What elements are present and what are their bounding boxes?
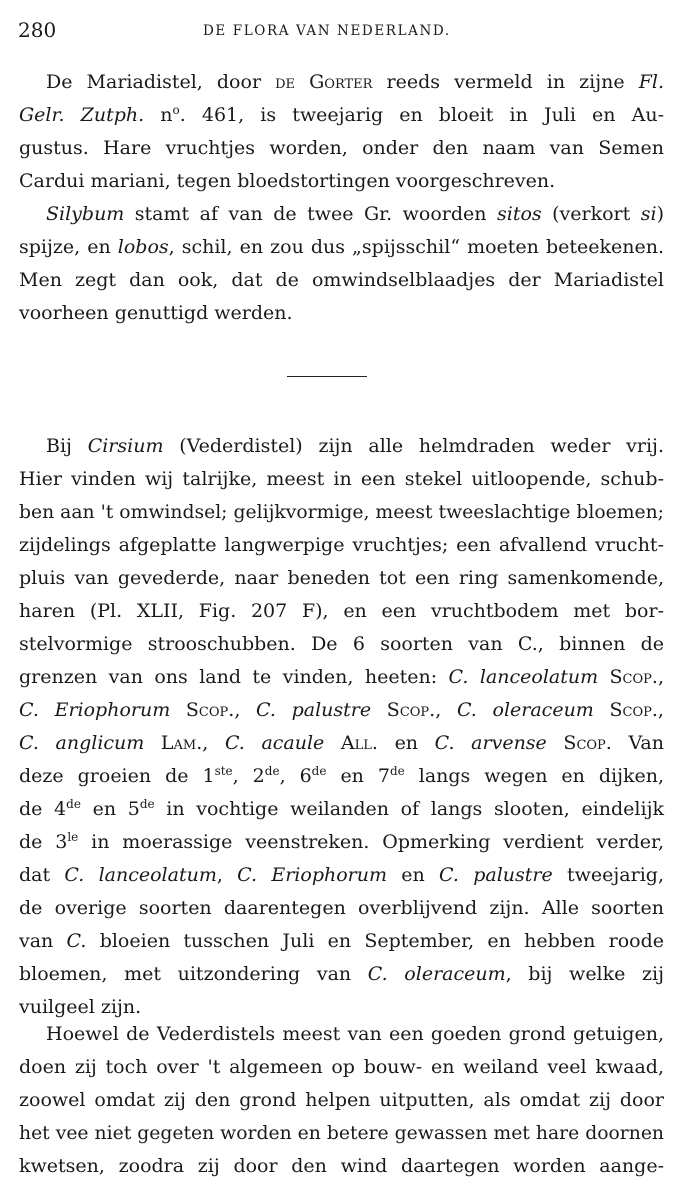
paragraph-silybum: [19, 198, 664, 330]
paragraph-cirsium: [19, 430, 664, 1024]
text-line: zoowel omdat zij den grond helpen uitputten, als omdat zij door: [19, 1089, 664, 1111]
text-line: voorheen genuttigd werden.: [19, 302, 293, 324]
text-line: Bij Cirsium (Vederdistel) zijn alle helmdraden weder vrij.: [46, 435, 664, 457]
paragraph-vederdistels: [19, 1018, 664, 1183]
paragraph-mariadistel: [19, 66, 664, 198]
page-header: [18, 18, 664, 48]
text-line: Men zegt dan ook, dat de omwindselblaadjes der Mariadistel: [19, 269, 664, 291]
text-line: kwetsen, zoodra zij door den wind daartegen worden aange-: [19, 1155, 664, 1177]
text-line: grenzen van ons land te vinden, heeten: C. lanceolatum Scop.,: [19, 666, 664, 688]
text-line: ben aan 't omwindsel; gelijkvormige, meest tweeslachtige bloemen;: [19, 502, 664, 523]
text-line: de 4de en 5de in vochtige weilanden of langs slooten, eindelijk: [19, 797, 664, 820]
text-line: de overige soorten daarentegen overblijvend zijn. Alle soorten: [19, 897, 664, 919]
text-line: C. Eriophorum Scop., C. palustre Scop., C. oleraceum Scop.,: [19, 699, 664, 721]
text-line: doen zij toch over 't algemeen op bouw- en weiland veel kwaad,: [19, 1056, 664, 1078]
text-line: spijze, en lobos, schil, en zou dus „spijsschil“ moeten beteekenen.: [19, 236, 664, 258]
text-line: C. anglicum Lam., C. acaule All. en C. arvense Scop. Van: [19, 732, 664, 754]
text-line: bloemen, met uitzondering van C. oleraceum, bij welke zij: [19, 963, 665, 985]
text-line: gustus. Hare vruchtjes worden, onder den naam van Semen: [19, 137, 664, 159]
text-line: Hier vinden wij talrijke, meest in een stekel uitloopende, schub-: [19, 468, 664, 490]
text-line: dat C. lanceolatum, C. Eriophorum en C. palustre tweejarig,: [19, 864, 664, 886]
text-line: vuilgeel zijn.: [19, 996, 142, 1018]
text-line: de $3^{le}$ in moerassige veenstreken. Opmerking verdient verder,: [19, 830, 664, 853]
text-line: zijdelings afgeplatte langwerpige vruchtjes; een afvallend vrucht-: [19, 534, 664, 556]
text-line: Silybum stamt af van de twee Gr. woorden sitos (verkort si): [46, 203, 664, 225]
text-line: De Mariadistel, door de Gorter reeds vermeld in zijne Fl.: [46, 71, 664, 93]
text-line: Hoewel de Vederdistels meest van een goeden grond getuigen,: [46, 1023, 664, 1045]
text-line: Gelr. Zutph. $n^o$. 461, is tweejarig en bloeit in Juli en Au-: [19, 103, 665, 126]
text-line: haren (Pl. XLII, Fig. 207 F), en een vruchtbodem met bor-: [19, 600, 664, 622]
text-line: deze groeien de 1ste, 2de, 6de en 7de langs wegen en dijken,: [19, 764, 665, 787]
text-line: Cardui mariani, tegen bloedstortingen voorgeschreven.: [19, 170, 556, 192]
text-line: stelvormige strooschubben. De 6 soorten van C., binnen de: [19, 633, 664, 655]
text-line: pluis van gevederde, naar beneden tot een ring samenkomende,: [19, 567, 664, 589]
section-divider: [287, 376, 367, 377]
running-title: DE FLORA VAN NEDERLAND.: [203, 23, 451, 39]
text-line: het vee niet gegeten worden en betere gewassen met hare doornen: [19, 1123, 664, 1144]
text-line: van C. bloeien tusschen Juli en September, en hebben roode: [19, 930, 664, 952]
page-number: 280: [18, 18, 57, 42]
